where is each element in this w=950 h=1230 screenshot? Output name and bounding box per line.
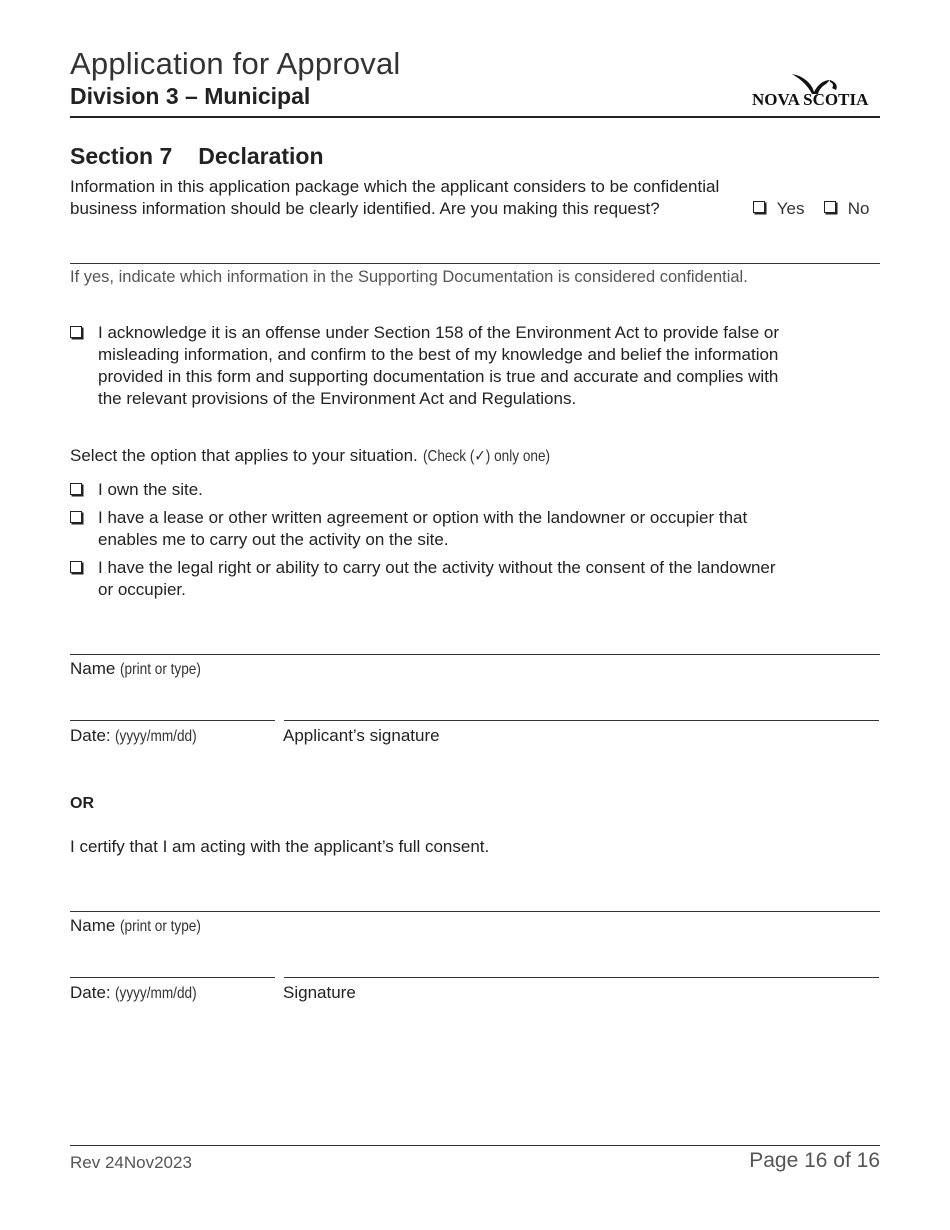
option-lease-checkbox[interactable] [70,511,82,523]
yes-checkbox[interactable] [753,201,765,213]
options-prompt-text: Select the option that applies to your situation. [70,446,418,465]
option-own-checkbox-wrap[interactable] [70,483,82,501]
option-legal-right-checkbox[interactable] [70,561,82,573]
agent-signature-label: Signature [283,983,356,1002]
acknowledge-line: I acknowledge it is an offense under Section 158 of the Environment Act to provide false or [98,323,780,342]
section-heading [70,143,324,170]
applicant-date-note: (yyyy/mm/dd) [115,728,197,745]
agent-name-label-text: Name [70,916,116,935]
section-title: Declaration [198,143,324,169]
revision-label: Rev 24Nov2023 [70,1153,192,1172]
option-own-label: I own the site. [98,480,203,499]
or-label: OR [70,795,94,812]
acknowledge-line: provided in this form and supporting documentation is true and accurate and complies with [98,367,779,386]
option-legal-right-label [98,557,888,601]
applicant-date-field[interactable] [70,720,275,721]
confidential-line-2: business information should be clearly identified. Are you making this request? [70,199,660,218]
option-lease-checkbox-wrap[interactable] [70,511,82,529]
agent-signature-field[interactable] [284,977,879,978]
agent-date-field[interactable] [70,977,275,978]
document-subtitle: Division 3 – Municipal [70,83,311,109]
applicant-name-label [70,658,215,681]
acknowledge-line: misleading information, and confirm to the best of my knowledge and belief the information [98,345,779,364]
confidential-line-1: Information in this application package which the applicant considers to be confidential [70,177,720,196]
applicant-signature-field[interactable] [284,720,879,721]
applicant-name-note: (print or type) [120,661,201,678]
option-own-checkbox[interactable] [70,483,82,495]
confidential-yes-option[interactable] [753,199,804,219]
applicant-name-label-text: Name [70,659,116,678]
applicant-name-field[interactable] [70,654,880,655]
agent-name-label [70,915,215,938]
option-legal-right-line-1: I have the legal right or ability to carry out the activity without the consent of the landowner [98,558,776,577]
form-page [70,0,880,1230]
options-prompt [70,445,880,468]
page-number: Page 16 of 16 [749,1149,880,1172]
applicant-signature-label: Applicant’s signature [283,726,440,745]
applicant-date-label-text: Date: [70,726,111,745]
applicant-date-label [70,725,211,748]
confidential-info-field[interactable] [70,263,880,264]
section-number: Section 7 [70,143,173,169]
option-legal-right-checkbox-wrap[interactable] [70,561,82,579]
agent-name-note: (print or type) [120,918,201,935]
option-lease-line-1: I have a lease or other written agreement or option with the landowner or occupier that [98,508,748,527]
agent-name-field[interactable] [70,911,880,912]
confidential-no-option[interactable] [824,199,869,219]
yes-label: Yes [776,199,805,218]
certify-text: I certify that I am acting with the applicant’s full consent. [70,837,490,856]
no-checkbox[interactable] [824,201,836,213]
option-legal-right-line-2: or occupier. [98,580,186,599]
agent-date-note: (yyyy/mm/dd) [115,985,197,1002]
acknowledge-text [98,322,888,410]
acknowledge-line: the relevant provisions of the Environment Act and Regulations. [98,389,577,408]
confidential-info-label: If yes, indicate which information in the Supporting Documentation is considered confidential. [70,268,748,286]
option-lease-label [98,507,888,551]
document-title: Application for Approval [70,46,401,81]
svg-text:NOVA SCOTIA: NOVA SCOTIA [752,90,869,109]
logo-bird-icon [752,70,880,110]
footer-rule [70,1145,880,1146]
options-note: (Check (✓) only one) [422,448,550,465]
nova-scotia-logo [752,70,880,110]
header-rule [70,116,880,118]
agent-date-label [70,982,211,1005]
acknowledge-checkbox-wrap[interactable] [70,326,82,344]
option-lease-line-2: enables me to carry out the activity on the site. [98,530,449,549]
acknowledge-checkbox[interactable] [70,326,82,338]
no-label: No [847,199,870,218]
agent-date-label-text: Date: [70,983,111,1002]
